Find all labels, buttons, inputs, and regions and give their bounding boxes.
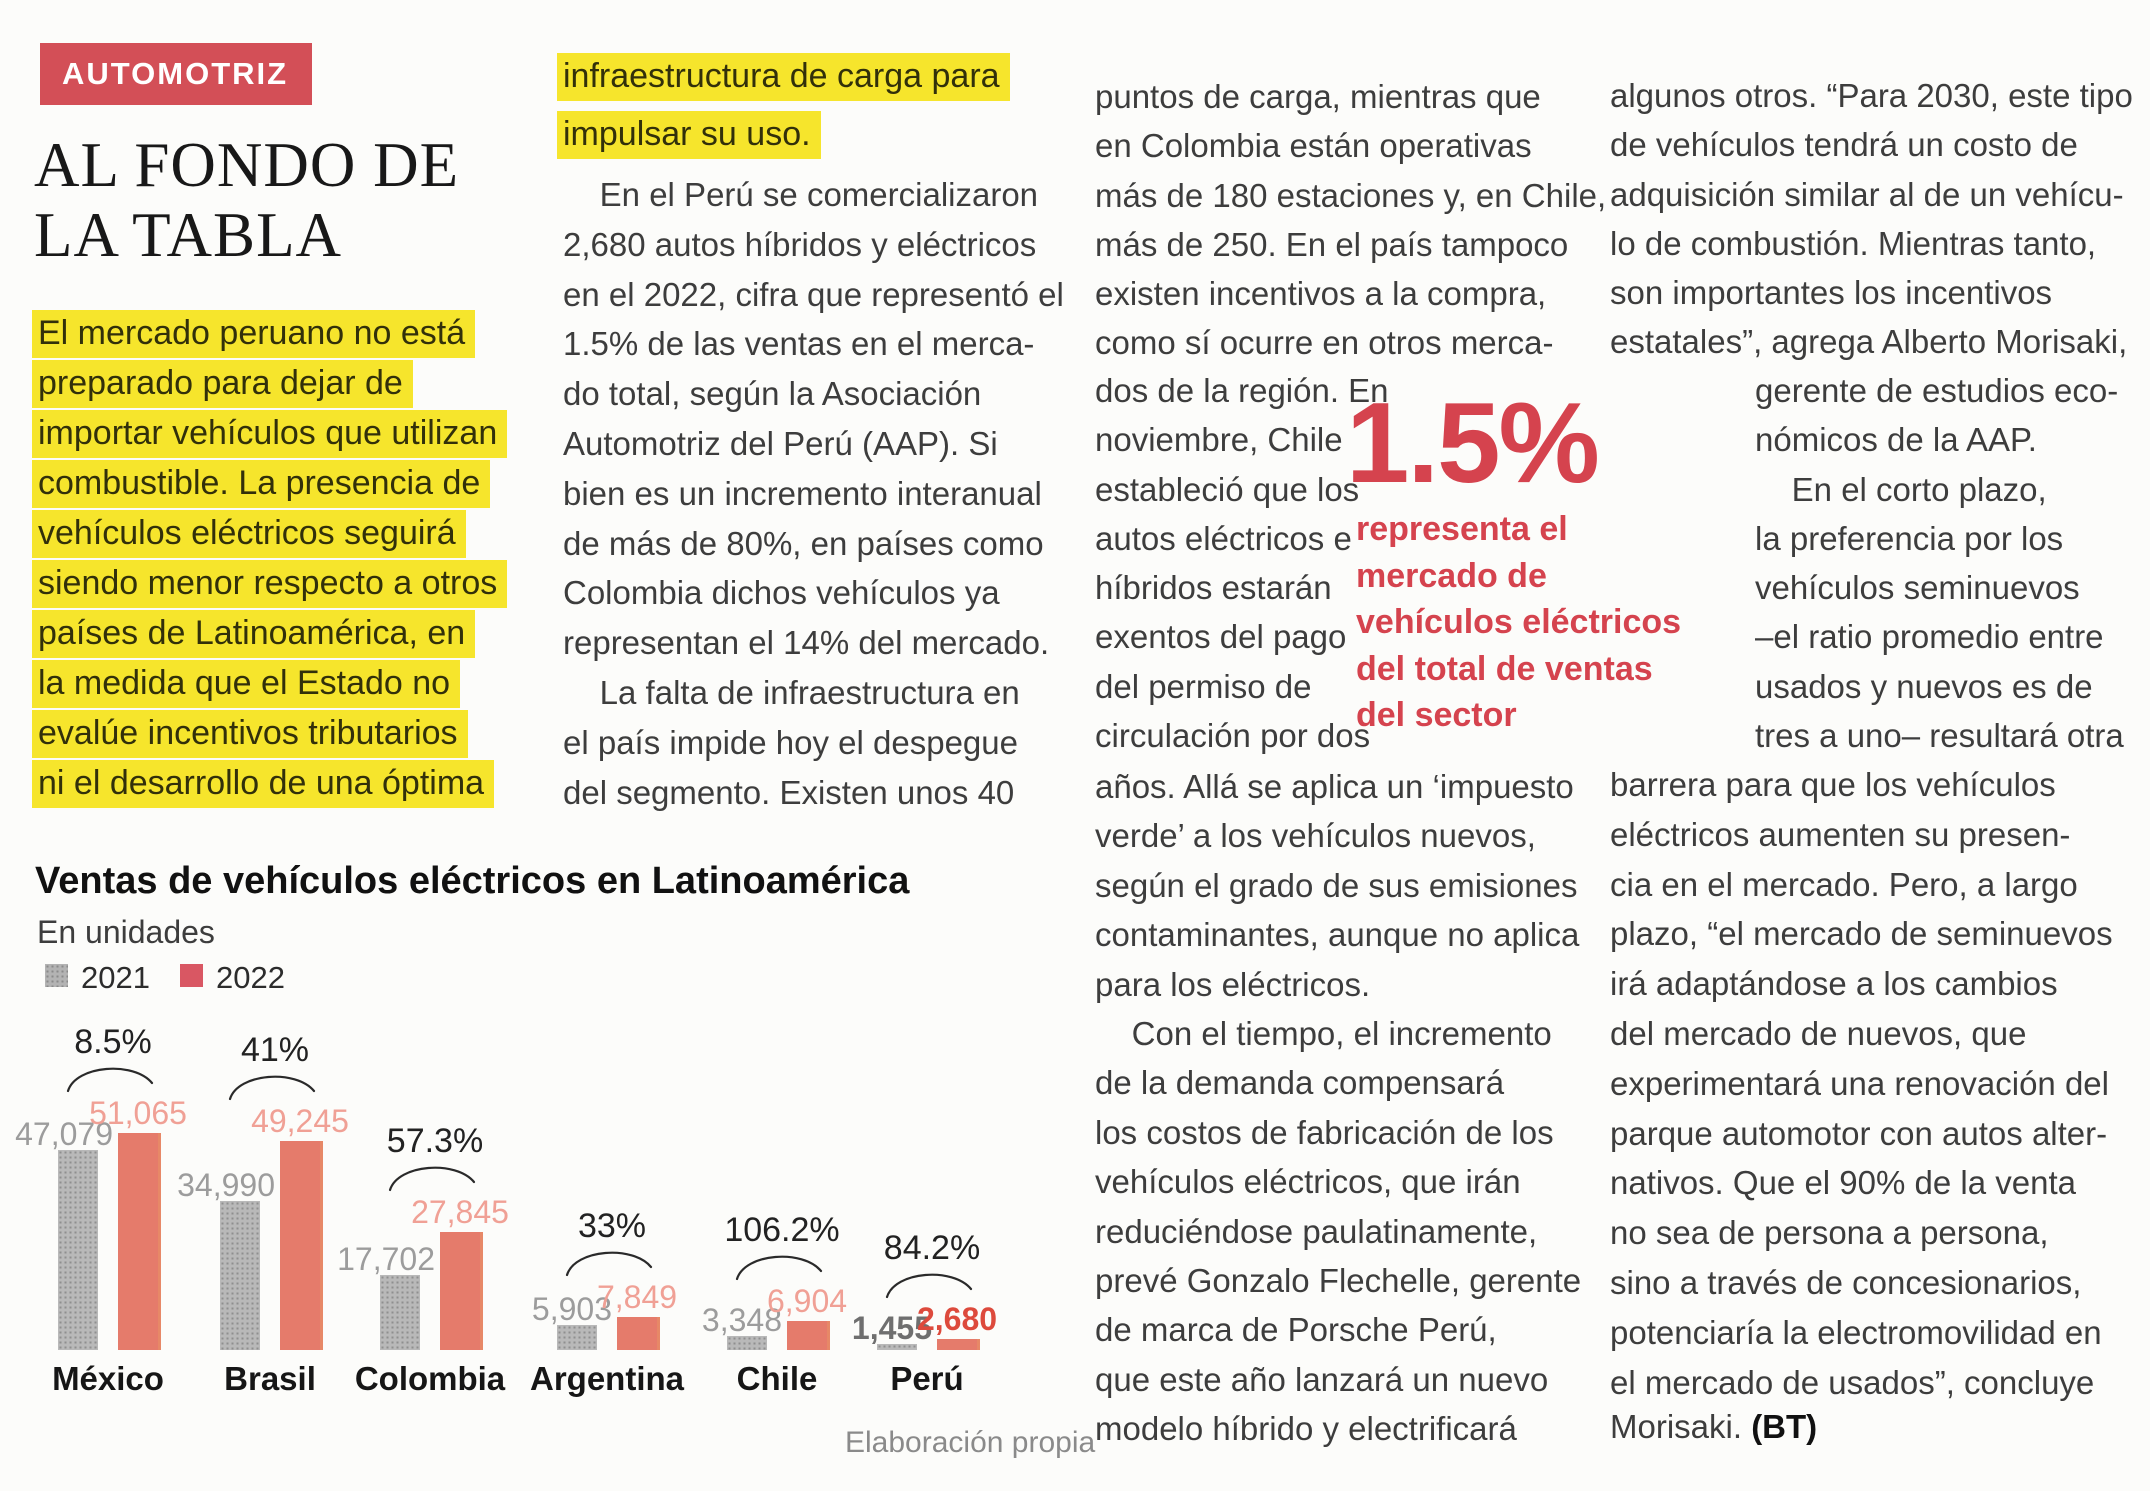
growth-label: 106.2% [724,1211,840,1249]
legend-label-2021: 2021 [81,960,150,995]
chart-bars [15,1020,1045,1460]
value-label-2022: 27,845 [411,1194,509,1230]
value-label-2022: 2,680 [916,1301,998,1337]
growth-arc-icon [386,1158,481,1192]
highlight-line: evalúe incentivos tributarios [32,710,577,760]
bar-2022 [118,1133,161,1350]
highlight-line: impulsar su uso. [557,111,1017,169]
highlight-line: siendo menor respecto a otros [32,560,577,610]
column-2-highlight [557,53,1017,169]
category-label: México [52,1360,164,1397]
value-label-2021: 1,455 [851,1310,932,1346]
highlight-line: países de Latinoamérica, en [32,610,577,660]
category-label: Chile [736,1360,818,1397]
highlight-line: infraestructura de carga para [557,53,1017,111]
growth-label: 41% [240,1031,310,1069]
growth-label: 33% [577,1207,647,1245]
chart-subtitle: En unidades [37,914,215,950]
value-label-2021: 3,348 [701,1302,782,1338]
column-3-text-top: puntos de carga, mientras que en Colombia están operativas más de 180 estaciones y, en Chile, más de 250. En el país tampoco existen incentivos a la compra, como sí ocurre en otros merca- [1095,78,1607,362]
value-label-2021: 5,903 [531,1291,612,1327]
growth-arc-icon [226,1067,321,1101]
bar-2021 [58,1150,98,1350]
article-signoff [1610,1408,2125,1446]
value-label-2021: 17,702 [337,1241,435,1277]
headline-line-1: AL FONDO DE [34,130,460,200]
category-label: Colombia [354,1360,506,1397]
column-3-text-narrow: dos de la región. En noviembre, Chile estableció que los autos eléctricos e híbridos estarán exentos del pago del permiso de circulación por dos [1095,372,1389,755]
growth-label: 84.2% [883,1229,981,1267]
category-label: Brasil [224,1360,316,1397]
bar-2021 [220,1201,260,1350]
bar-2021 [557,1325,597,1350]
highlight-line: vehículos eléctricos seguirá [32,510,577,560]
signoff-text: Morisaki. [1610,1408,1752,1445]
signoff-tag: (BT) [1751,1408,1818,1445]
headline-line-2: LA TABLA [34,200,343,270]
highlight-line: preparado para dejar de [32,360,577,410]
legend-swatch-2021 [45,964,68,987]
column-2-text: En el Perú se comercializaron 2,680 autos híbridos y eléctricos en el 2022, cifra que representó el 1.5% de las ventas en el merca- do total, según la Asociación Automotriz del Perú (AAP). Si bien es un incremento interanual de más de 80%, en países como Colombia dichos vehículos ya representan el 14% del mercado. La falta de infraestructura en el país impide hoy el despegue del segmento. Existen unos 40 [563,176,1064,811]
highlight-line: importar vehículos que utilizan [32,410,577,460]
column-3-text-bottom: años. Allá se aplica un ‘impuesto verde’ a los vehículos nuevos, según el grado de sus emisiones contaminantes, aunque no aplica para los eléctricos. Con el tiempo, el incremento de la demanda compensará los costos de fabricación de los vehículos eléctricos, que irán reduciéndose paulatinamente, prevé Gonzalo Flechelle, gerente de marca de Porsche Perú, que este año lanzará un nuevo modelo híbrido y electrificará [1095,768,1582,1448]
value-label-2022: 6,904 [766,1283,848,1319]
highlight-line: combustible. La presencia de [32,460,577,510]
growth-arc-icon [733,1247,828,1281]
chart-source: Elaboración propia [845,1426,1096,1459]
value-label-2021: 47,079 [15,1116,113,1152]
growth-label: 57.3% [386,1122,484,1160]
pull-quote-caption: representa el mercado de vehículos eléctricos del total de ventas del sector [1356,510,1682,734]
category-label: Perú [890,1360,964,1397]
highlight-line: ni el desarrollo de una óptima [32,760,577,810]
section-badge: AUTOMOTRIZ [40,43,312,105]
value-label-2022: 7,849 [596,1279,678,1315]
chart-title: Ventas de vehículos eléctricos en Latinoamérica [35,860,910,902]
pull-quote-value: 1.5% [1346,380,1598,507]
bar-2021 [380,1275,420,1350]
legend-label-2022: 2022 [216,960,285,995]
column-4-text-indent: gerente de estudios eco- nómicos de la AAP. En el corto plazo, la preferencia por los vehículos seminuevos –el ratio promedio entre usados y nuevos es de tres a uno– resultará otra [1755,372,2124,755]
value-label-2022: 49,245 [251,1103,349,1139]
category-label: Argentina [529,1360,684,1397]
growth-arc-icon [563,1243,658,1277]
standfirst-highlighted [32,310,577,810]
value-label-2021: 34,990 [177,1167,275,1203]
column-4-text-top: algunos otros. “Para 2030, este tipo de vehículos tendrá un costo de adquisición similar al de un vehícu- lo de combustión. Mientras tanto, son importantes los incentivos estatales”, agrega Alberto Morisaki, [1610,77,2133,361]
highlight-line: la medida que el Estado no [32,660,577,710]
article-headline [34,130,459,270]
legend-swatch-2022 [180,964,203,987]
value-label-2022: 51,065 [89,1095,187,1131]
bar-2022 [937,1339,980,1350]
growth-label: 8.5% [74,1023,152,1061]
column-4-text-bottom: barrera para que los vehículos eléctricos aumenten su presen- cia en el mercado. Pero, a largo plazo, “el mercado de seminuevos irá adaptándose a los cambios del mercado de nuevos, que experimentará una renovación del parque automotor con autos alter- nativos. Que el 90% de la venta no sea de persona a persona, sino a través de concesionarios, potenciaría la electromovilidad en el mercado de usados”, concluye [1610,766,2113,1401]
highlight-line: El mercado peruano no está [32,310,577,360]
growth-arc-icon [883,1265,978,1299]
growth-arc-icon [64,1059,159,1093]
